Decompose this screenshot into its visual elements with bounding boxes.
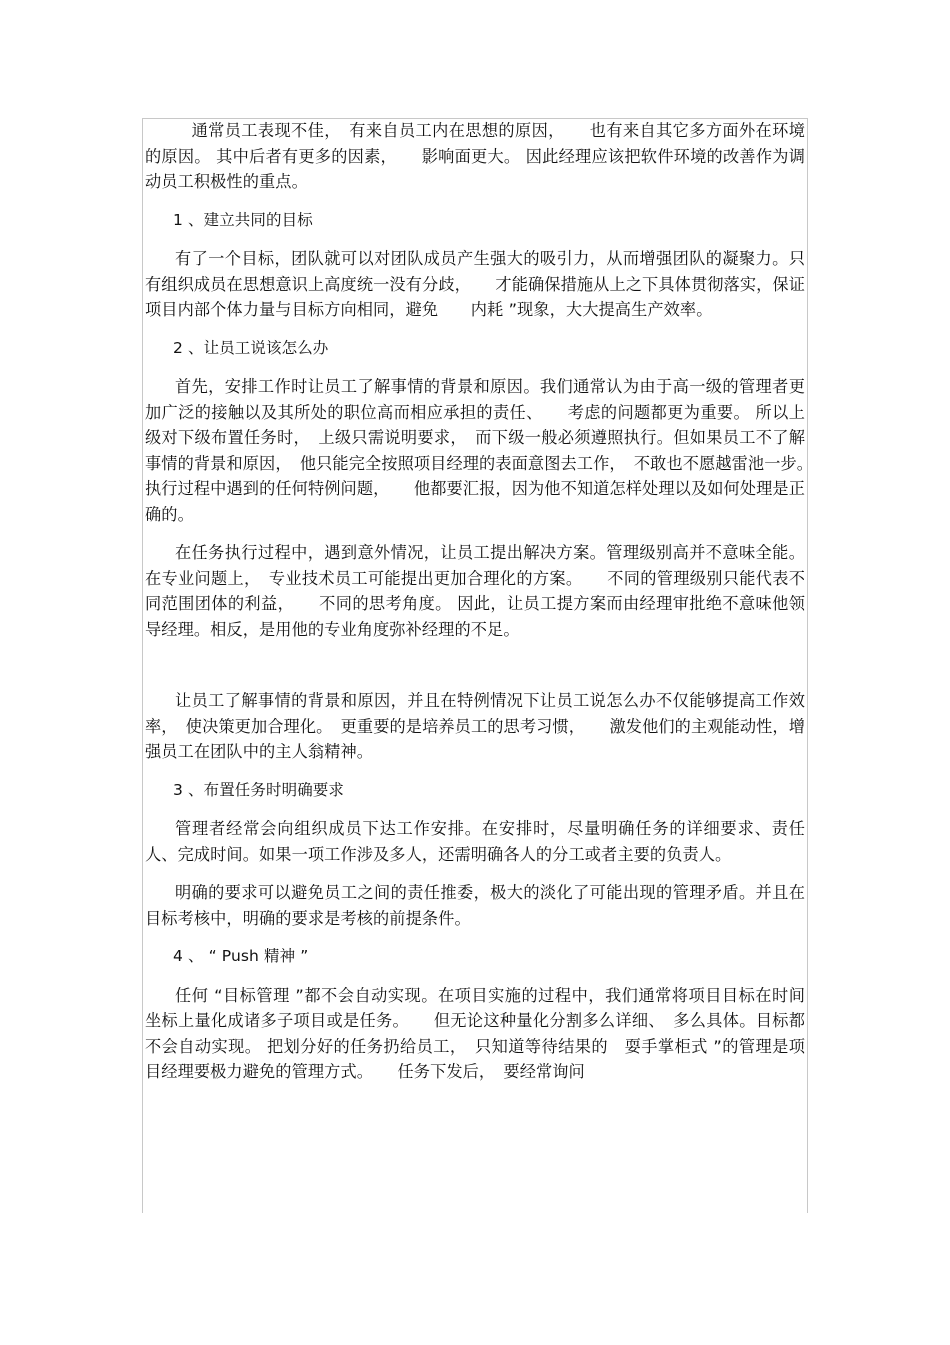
paragraph: 明确的要求可以避免员工之间的责任推委，极大的淡化了可能出现的管理矛盾。并且在目标考核中，明确的要求是考核的前提条件。 [145, 883, 805, 928]
paragraph: 管理者经常会向组织成员下达工作安排。在安排时，尽量明确任务的详细要求、责任人、完成时间。如果一项工作涉及多人，还需明确各人的分工或者主要的负责人。 [145, 819, 805, 864]
intro-paragraph: 通常员工表现不佳， 有来自员工内在思想的原因， 也有来自其它多方面外在环境的原因。 其中后者有更多的因素， 影响面更大。 因此经理应该把软件环境的改善作为调动员工积极性的重点。 [145, 121, 805, 191]
paragraph: 让员工了解事情的背景和原因，并且在特例情况下让员工说怎么办不仅能够提高工作效率， 使决策更加合理化。 更重要的是培养员工的思考习惯， 激发他们的主观能动性，增强员工在团队中的主人翁精神。 [145, 691, 805, 761]
paragraph: 在任务执行过程中，遇到意外情况，让员工提出解决方案。管理级别高并不意味全能。 在专业问题上， 专业技术员工可能提出更加合理化的方案。 不同的管理级别只能代表不同范围团体的利益， 不同的思考角度。 因此，让员工提方案而由经理审批绝不意味他领导经理。相反，是用他的专业角度弥补经理的不足。 [145, 543, 805, 639]
section-heading-1: 1 、建立共同的目标 [173, 210, 313, 229]
paragraph: 任何 “目标管理 ”都不会自动实现。在项目实施的过程中，我们通常将项目目标在时间坐标上量化成诸多子项目或是任务。 但无论这种量化分割多么详细、 多么具体。目标都不会自动实现。 把划分好的任务扔给员工， 只知道等待结果的 耍手掌柜式 ”的管理是项目经理要极力避免的管理方式。 任务下发后， 要经常询问 [145, 985, 805, 1081]
section-heading-3: 3 、布置任务时明确要求 [173, 780, 344, 799]
paragraph: 有了一个目标，团队就可以对团队成员产生强大的吸引力，从而增强团队的凝聚力。只有组织成员在思想意识上高度统一没有分歧， 才能确保措施从上之下具体贯彻落实，保证项目内部个体力量与目标方向相同，避免 内耗 ”现象，大大提高生产效率。 [145, 249, 805, 319]
section-heading-4: 4 、 “ Push 精神 ” [173, 947, 309, 965]
paragraph: 首先，安排工作时让员工了解事情的背景和原因。我们通常认为由于高一级的管理者更加广泛的接触以及其所处的职位高而相应承担的责任、 考虑的问题都更为重要。 所以上级对下级布置任务时， 上级只需说明要求， 而下级一般必须遵照执行。但如果员工不了解事情的背景和原因， 他只能完全按照项目经理的表面意图去工作， 不敢也不愿越雷池一步。 执行过程中遇到的任何特例问题， 他都要汇报，因为他不知道怎样处理以及如何处理是正确的。 [145, 377, 822, 524]
section-heading-2: 2 、让员工说该怎么办 [173, 338, 329, 357]
document-body [145, 118, 822, 1085]
